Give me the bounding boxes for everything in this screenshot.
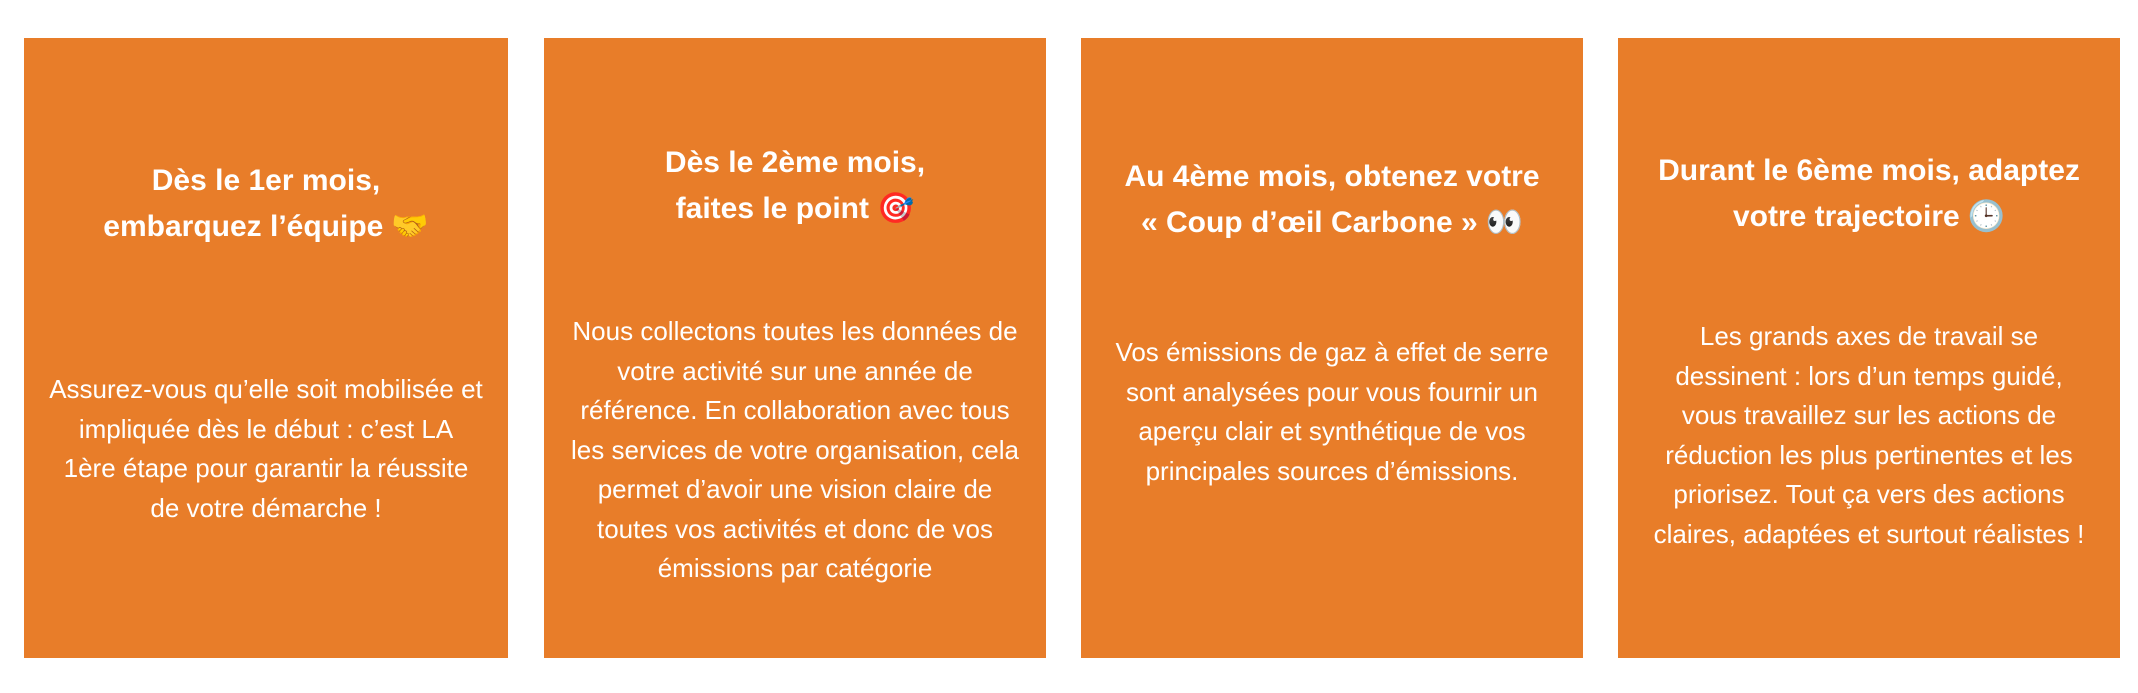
card-description	[1081, 333, 1583, 491]
eyes-icon: 👀	[1485, 205, 1524, 240]
card-description-line: dessinent : lors d’un temps guidé,	[1675, 360, 2063, 391]
card-description-line: toutes vos activités et donc de vos	[597, 513, 993, 544]
card-description-line: vous travaillez sur les actions de	[1681, 400, 2057, 430]
card-description-line: principales sources d’émissions.	[1145, 455, 1519, 486]
card-title-line: Durant le 6ème mois, adaptez	[1658, 154, 2080, 187]
clock-icon: 🕒	[1967, 199, 2006, 234]
card-title-line: votre trajectoire	[1732, 200, 1960, 233]
card-title-line: Dès le 2ème mois,	[664, 146, 926, 179]
card-title-line: embarquez l’équipe	[103, 210, 384, 243]
card-description-line: priorisez. Tout ça vers des actions	[1673, 479, 2065, 509]
step-card-month-2	[544, 38, 1046, 658]
card-description-line: votre activité sur une année de	[617, 355, 973, 386]
card-title	[24, 158, 508, 250]
card-description-line: référence. En collaboration avec tous	[580, 395, 1010, 425]
card-description-line: sont analysées pour vous fournir un	[1126, 376, 1538, 407]
card-title	[1081, 154, 1583, 246]
card-title-line: « Coup d’œil Carbone »	[1140, 206, 1478, 239]
card-title	[544, 140, 1046, 232]
card-description-line: Assurez-vous qu’elle soit mobilisée et	[49, 374, 483, 404]
card-description-line: émissions par catégorie	[657, 553, 933, 583]
card-description-line: permet d’avoir une vision claire de	[597, 474, 993, 504]
card-description-line: claires, adaptées et surtout réalistes !	[1653, 518, 2085, 549]
card-description-line: Nous collectons toutes les données de	[572, 316, 1018, 346]
card-description-line: Les grands axes de travail se	[1699, 321, 2039, 351]
card-description-line: impliquée dès le début : c’est LA	[78, 413, 454, 444]
card-description	[1618, 317, 2120, 554]
card-description-line: 1ère étape pour garantir la réussite	[63, 453, 469, 483]
handshake-icon: 🤝	[391, 209, 429, 244]
card-description-line: aperçu clair et synthétique de vos	[1138, 416, 1526, 446]
card-title	[1618, 148, 2120, 240]
target-icon: 🎯	[877, 191, 915, 226]
card-title-line: Au 4ème mois, obtenez votre	[1124, 160, 1540, 193]
card-description-line: réduction les plus pertinentes et les	[1665, 439, 2073, 470]
step-card-month-1	[24, 38, 508, 658]
step-card-month-4	[1081, 38, 1583, 658]
card-description	[544, 312, 1046, 589]
card-title-line: Dès le 1er mois,	[151, 164, 381, 197]
card-description-line: de votre démarche !	[150, 492, 382, 523]
card-description-line: les services de votre organisation, cela	[570, 434, 1019, 465]
card-description-line: Vos émissions de gaz à effet de serre	[1115, 337, 1549, 367]
card-title-line: faites le point	[675, 192, 869, 225]
step-card-month-6	[1618, 38, 2120, 658]
card-description	[24, 370, 508, 528]
